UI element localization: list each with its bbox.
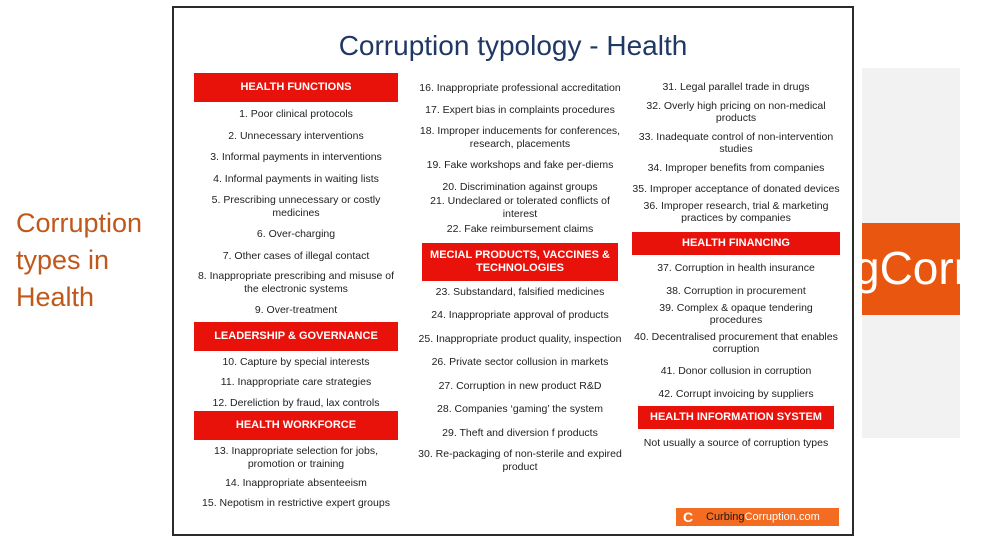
curbing-corruption-logo [676,508,839,526]
list-item: 3. Informal payments in interventions [210,151,382,163]
list-item: 19. Fake workshops and fake per-diems [426,159,614,171]
list-item: 6. Over-charging [256,228,336,240]
typology-image [172,6,854,536]
list-item: 8. Inappropriate prescribing and misuse of the electronic systems [197,270,395,295]
section-header-health-functions: HEALTH FUNCTIONS [194,73,398,102]
column-2 [414,82,626,473]
list-item: 22. Fake reimbursement claims [446,223,594,235]
list-item: 32. Overly high pricing on non-medical products [646,99,826,124]
list-item: 29. Theft and diversion f products [442,426,598,439]
list-item: 11. Inappropriate care strategies [220,376,372,388]
list-item: 4. Informal payments in waiting lists [213,172,379,185]
column-3 [632,81,840,449]
section-header-health-workforce: HEALTH WORKFORCE [194,411,398,440]
list-item: 40. Decentralised procurement that enables corruption [634,330,838,355]
list-item: 23. Substandard, falsified medicines [435,285,605,298]
section-header-leadership-governance: LEADERSHIP & GOVERNANCE [194,322,398,351]
list-item: 24. Inappropriate approval of products [431,309,609,321]
list-item: 18. Improper inducements for conferences, research, placements [419,125,621,150]
column-1 [194,73,398,509]
list-item: 17. Expert bias in complaints procedures [425,103,615,116]
list-item: 13. Inappropriate selection for jobs, promotion or training [213,445,379,470]
list-item: 5. Prescribing unnecessary or costly medicines [211,194,381,219]
section-note: Not usually a source of corruption types [643,436,829,449]
list-item: 1. Poor clinical protocols [239,108,353,120]
list-item: 14. Inappropriate absenteeism [225,477,367,489]
list-item: 10. Capture by special interests [222,355,370,368]
list-item: 26. Private sector collusion in markets [431,356,609,368]
list-item: 30. Re-packaging of non-sterile and expired product [418,448,622,473]
slide-title: Corruption typology - Health [338,30,688,61]
list-item: 31. Legal parallel trade in drugs [662,81,810,93]
list-item: 28. Companies ‘gaming’ the system [437,403,603,415]
logo-text-part1: Curbing [706,511,745,523]
list-item: 25. Inappropriate product quality, inspection [418,332,622,345]
curbing-corruption-banner [854,223,995,315]
section-header-health-financing: HEALTH FINANCING [632,232,840,255]
list-item: 20. Discrimination against groups [442,180,598,193]
list-item: 27. Corruption in new product R&D [438,379,602,392]
list-item: 9. Over-treatment [254,304,338,316]
list-item: 39. Complex & opaque tendering procedures [659,301,813,326]
list-item: 16. Inappropriate professional accreditation [419,82,621,94]
list-item: 7. Other cases of illegal contact [222,249,370,262]
list-item: 42. Corrupt invoicing by suppliers [658,388,814,400]
logo-text-part2: Corruption.com [744,511,820,523]
list-item: 35. Improper acceptance of donated devices [632,183,840,195]
banner-text: gCorru [854,242,995,294]
c-logo-icon: C [682,509,694,525]
list-item: 33. Inadequate control of non-intervention studies [638,130,834,155]
list-item: 12. Dereliction by fraud, lax controls [212,396,380,409]
section-header-health-information-system: HEALTH INFORMATION SYSTEM [638,406,834,429]
list-item: 38. Corruption in procurement [666,285,806,297]
section-header-medical-products: MECIAL PRODUCTS, VACCINES & TECHNOLOGIES [422,243,618,281]
list-item: 21. Undeclared or tolerated conflicts of interest [430,195,610,220]
list-item: 34. Improper benefits from companies [647,161,825,174]
list-item: 2. Unnecessary interventions [228,129,364,142]
list-item: 41. Donor collusion in corruption [660,364,812,377]
list-item: 37. Corruption in health insurance [657,261,815,274]
side-title: Corruption types in Health [16,208,143,312]
list-item: 36. Improper research, trial & marketing practices by companies [643,199,829,224]
list-item: 15. Nepotism in restrictive expert groups [202,496,390,509]
